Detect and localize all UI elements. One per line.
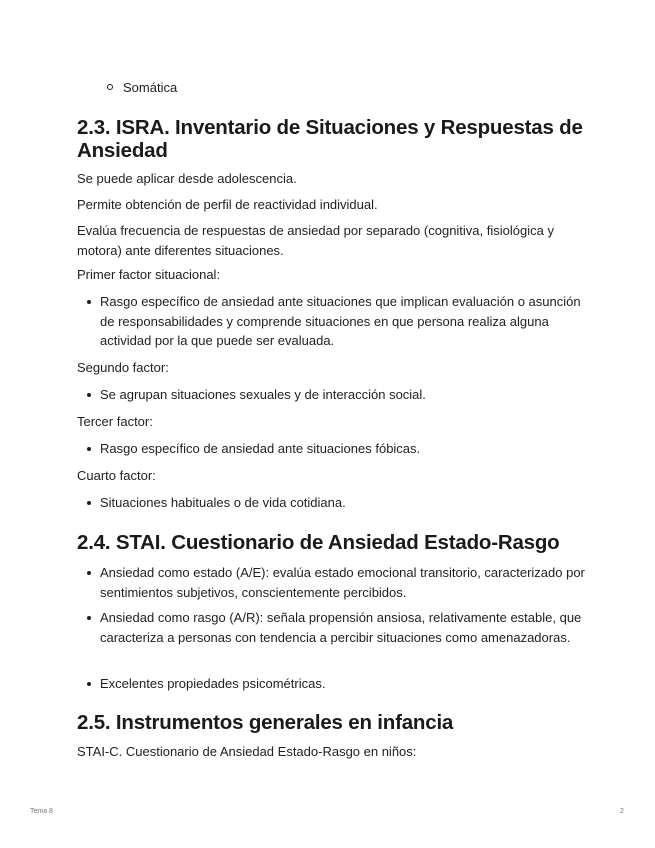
isra-paragraph-3: Evalúa frecuencia de respuestas de ansiedad por separado (cognitiva, fisiológica y motora) ante diferentes situaciones. xyxy=(77,223,554,258)
factor2-label: Segundo factor: xyxy=(77,360,169,375)
page-number: 2 xyxy=(620,808,624,815)
factor3-list xyxy=(77,439,587,459)
heading-stai: 2.4. STAI. Cuestionario de Ansiedad Estado-Rasgo xyxy=(77,531,560,554)
factor4-list xyxy=(77,493,587,513)
factor1-list xyxy=(77,292,587,351)
factor3-label: Tercer factor: xyxy=(77,414,153,429)
factor2-list xyxy=(77,385,587,405)
list-item: Rasgo específico de ansiedad ante situaciones que implican evaluación o asunción de responsabilidades y comprende situaciones en que persona realiza alguna actividad por la que puede ser evaluada. xyxy=(77,292,587,351)
stai-list-2 xyxy=(77,608,587,647)
list-item-somatica: Somática xyxy=(104,79,177,96)
isra-paragraph-2: Permite obtención de perfil de reactividad individual. xyxy=(77,197,378,212)
stai-list-3 xyxy=(77,674,587,694)
factor1-label: Primer factor situacional: xyxy=(77,267,221,282)
isra-paragraph-1: Se puede aplicar desde adolescencia. xyxy=(77,171,297,186)
heading-isra: 2.3. ISRA. Inventario de Situaciones y Respuestas de Ansiedad xyxy=(77,116,583,162)
list-item: Excelentes propiedades psicométricas. xyxy=(77,674,587,694)
list-item: Ansiedad como estado (A/E): evalúa estado emocional transitorio, caracterizado por sentimientos subjetivos, conscientemente percibidos. xyxy=(77,563,587,602)
sub-list xyxy=(104,79,177,96)
list-item: Situaciones habituales o de vida cotidiana. xyxy=(77,493,587,513)
stai-list-1 xyxy=(77,563,587,602)
list-item: Rasgo específico de ansiedad ante situaciones fóbicas. xyxy=(77,439,587,459)
list-item: Se agrupan situaciones sexuales y de interacción social. xyxy=(77,385,587,405)
footer-left: Tema 8 xyxy=(30,808,53,815)
factor4-label: Cuarto factor: xyxy=(77,468,156,483)
infancia-paragraph-1: STAI-C. Cuestionario de Ansiedad Estado-Rasgo en niños: xyxy=(77,744,417,759)
list-item: Ansiedad como rasgo (A/R): señala propensión ansiosa, relativamente estable, que caracteriza a personas con tendencia a percibir situaciones como amenazadoras. xyxy=(77,608,587,647)
heading-infancia: 2.5. Instrumentos generales en infancia xyxy=(77,711,454,734)
